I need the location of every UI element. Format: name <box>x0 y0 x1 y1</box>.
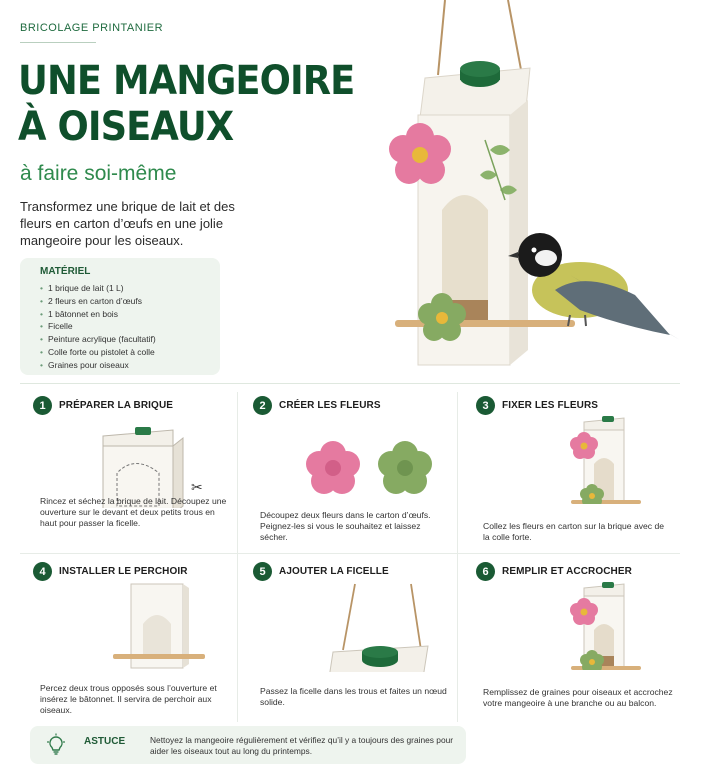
tip-text: Nettoyez la mangeoire régulièrement et vérifiez qu’il y a toujours des graines pour aider les oiseaux tout au long du printemps. <box>150 735 454 756</box>
materials-item: • 1 brique de lait (1 L) <box>40 282 220 295</box>
step-description: Remplissez de graines pour oiseaux et accrochez votre mangeoire à une branche ou au balcon. <box>483 687 673 708</box>
egg-carton-flowers-icon <box>293 426 443 516</box>
intro-text: Transformez une brique de lait et des fleurs en carton d’œufs en une jolie mangeoire pour les oiseaux. <box>20 199 235 248</box>
step-description: Passez la ficelle dans les trous et faites un nœud solide. <box>260 686 447 707</box>
step-header <box>253 396 381 415</box>
step-header <box>33 562 188 581</box>
step-description: Découpez deux fleurs dans le carton d’œufs. Peignez-les si vous le souhaitez et laissez sécher. <box>260 510 431 542</box>
step-number: 5 <box>253 562 272 581</box>
step-title: PRÉPARER LA BRIQUE <box>59 400 174 411</box>
step-title: INSTALLER LE PERCHOIR <box>59 566 188 577</box>
hero-bird-feeder-illustration <box>380 0 701 380</box>
materials-item: • Colle forte ou pistolet à colle <box>40 346 220 359</box>
step-number: 2 <box>253 396 272 415</box>
step-description: Percez deux trous opposés sous l’ouverture et insérez le bâtonnet. Il servira de perchoir aux oiseaux. <box>40 683 217 715</box>
title-line-2: À OISEAUX <box>18 104 234 150</box>
step-6 <box>476 562 686 727</box>
step-description: Collez les fleurs en carton sur la brique avec de la colle forte. <box>483 521 665 542</box>
step-4 <box>33 562 243 727</box>
svg-text:✂: ✂ <box>191 480 203 496</box>
materials-item: • 1 bâtonnet en bois <box>40 308 220 321</box>
step-5 <box>253 562 463 727</box>
section-divider <box>20 383 680 384</box>
eyebrow: BRICOLAGE PRINTANIER <box>20 22 164 34</box>
subtitle: à faire soi-même <box>20 162 177 185</box>
materials-list <box>40 282 220 372</box>
step-1 <box>33 396 243 561</box>
string-knot-icon <box>293 582 443 672</box>
materials-item: • Peinture acrylique (facultatif) <box>40 333 220 346</box>
perch-stick-icon <box>73 582 223 672</box>
lightbulb-icon <box>44 733 68 757</box>
materials-item: • Ficelle <box>40 320 220 333</box>
step-header <box>476 396 598 415</box>
step-description: Rincez et séchez la brique de lait. Découpez une ouverture sur le devant et deux petits trous en haut pour passer la ficelle. <box>40 496 227 528</box>
step-3 <box>476 396 686 561</box>
tip-label: ASTUCE <box>84 736 126 747</box>
step-number: 6 <box>476 562 495 581</box>
milk-carton-icon <box>73 418 223 508</box>
step-number: 1 <box>33 396 52 415</box>
materials-item: • 2 fleurs en carton d’œufs <box>40 295 220 308</box>
filled-feeder-icon <box>516 580 666 670</box>
step-number: 3 <box>476 396 495 415</box>
eyebrow-rule <box>20 42 96 43</box>
step-header <box>33 396 173 415</box>
step-title: FIXER LES FLEURS <box>502 400 599 411</box>
step-title: REMPLIR ET ACCROCHER <box>502 566 632 577</box>
page-title <box>18 58 354 150</box>
materials-box <box>20 258 220 375</box>
step-2 <box>253 396 463 561</box>
materials-item: • Graines pour oiseaux <box>40 359 220 372</box>
step-header <box>253 562 389 581</box>
tip-box <box>30 726 466 764</box>
step-title: AJOUTER LA FICELLE <box>279 566 389 577</box>
title-line-1: UNE MANGEOIRE <box>18 58 355 104</box>
step-title: CRÉER LES FLEURS <box>279 400 381 411</box>
feeder-with-flowers-icon <box>516 414 666 504</box>
step-header <box>476 562 632 581</box>
materials-title: MATÉRIEL <box>40 266 91 277</box>
step-number: 4 <box>33 562 52 581</box>
